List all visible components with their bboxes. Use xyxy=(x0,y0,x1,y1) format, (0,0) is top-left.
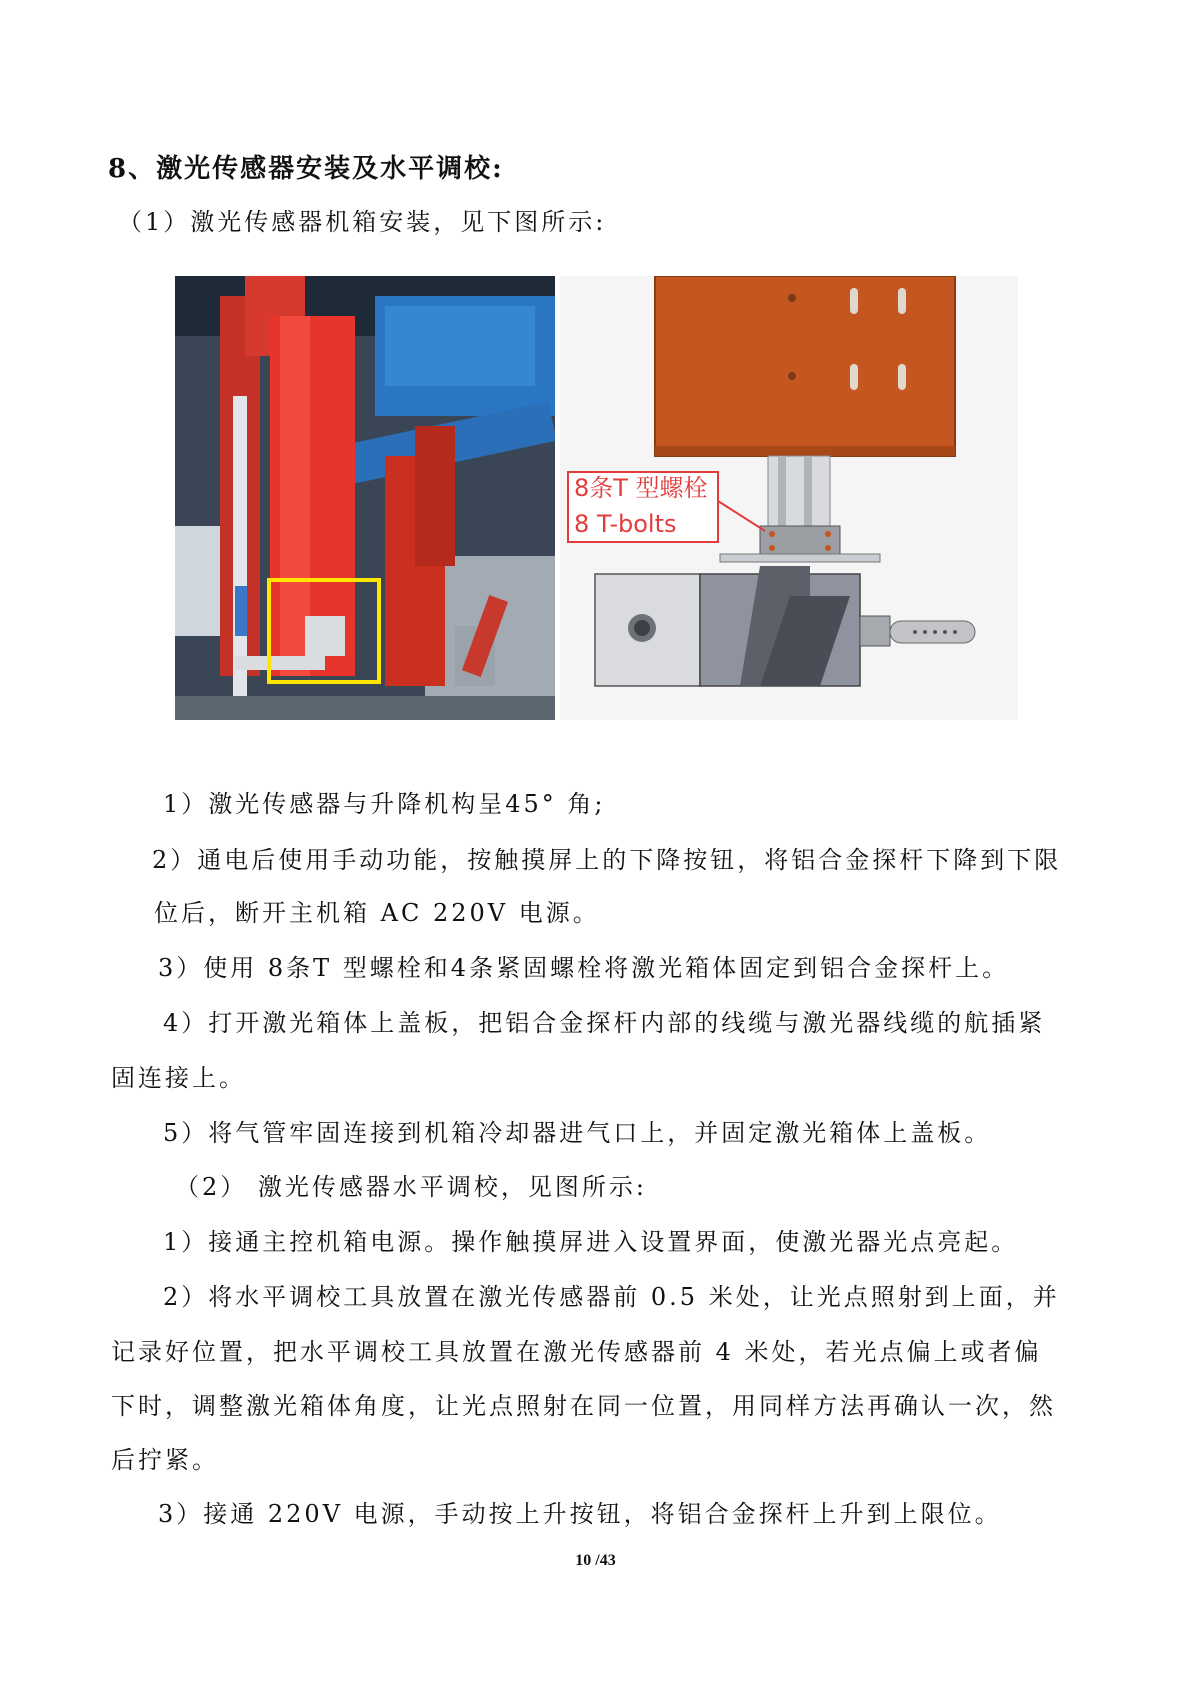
step-text: 4）打开激光箱体上盖板，把铝合金探杆内部的线缆与激光器线缆的航插紧 xyxy=(163,1009,1046,1037)
step-text: 3）接通 220V 电源，手动按上升按钮，将铝合金探杆上升到上限位。 xyxy=(158,1500,1002,1528)
step-text: 1）接通主控机箱电源。操作触摸屏进入设置界面，使激光器光点亮起。 xyxy=(163,1228,1019,1256)
step-text: 5）将气管牢固连接到机箱冷却器进气口上，并固定激光箱体上盖板。 xyxy=(163,1119,992,1147)
step-text: 固连接上。 xyxy=(111,1064,246,1092)
step-text: 1）激光传感器与升降机构呈45° 角; xyxy=(163,790,606,818)
step-text: 位后，断开主机箱 AC 220V 电源。 xyxy=(154,899,600,927)
step-text: 下时，调整激光箱体角度，让光点照射在同一位置，用同样方法再确认一次，然 xyxy=(111,1392,1056,1420)
equipment-photo xyxy=(175,276,555,720)
callout-label-cn: 8条T 型螺栓 xyxy=(574,474,708,502)
subsection-1-title: （1）激光传感器机箱安装，见下图所示: xyxy=(118,208,607,236)
callout-label-en: 8 T-bolts xyxy=(574,510,677,538)
step-text: 后拧紧。 xyxy=(111,1446,219,1474)
step-text: 2）通电后使用手动功能，按触摸屏上的下降按钮，将铝合金探杆下降到下限 xyxy=(152,846,1062,874)
cad-render xyxy=(560,276,1018,720)
step-text: 2）将水平调校工具放置在激光传感器前 0.5 米处，让光点照射到上面，并 xyxy=(163,1283,1060,1311)
step-text: 记录好位置，把水平调校工具放置在激光传感器前 4 米处，若光点偏上或者偏 xyxy=(111,1338,1042,1366)
subsection-2-title: （2） 激光传感器水平调校，见图所示: xyxy=(175,1173,647,1201)
page-number: 10 /43 xyxy=(575,1552,616,1569)
step-text: 3）使用 8条T 型螺栓和4条紧固螺栓将激光箱体固定到铝合金探杆上。 xyxy=(158,954,1010,982)
section-heading: 8、激光传感器安装及水平调校: xyxy=(108,154,504,184)
